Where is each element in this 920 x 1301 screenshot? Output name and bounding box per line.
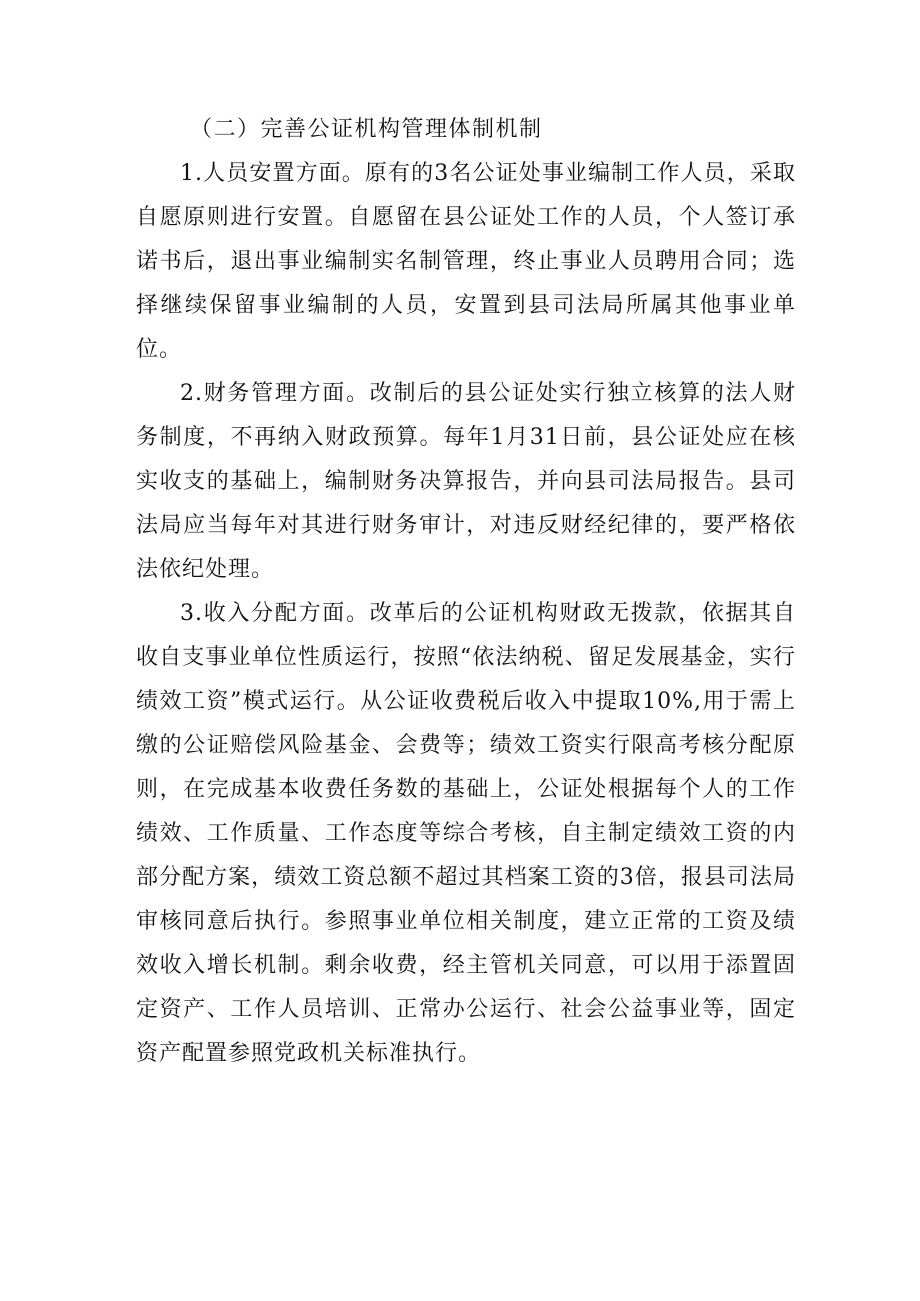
document-page bbox=[136, 108, 796, 1076]
section-heading: （二）完善公证机构管理体制机制 bbox=[190, 117, 543, 142]
paragraph-personnel-placement: 1.人员安置方面。原有的3名公证处事业编制工作人员，采取自愿原则进行安置。自愿留在县公证处工作的人员，个人签订承诺书后，退出事业编制实名制管理，终止事业人员聘用合同；选择继续保留事业编制的人员，安置到县司法局所属其他事业单位。 bbox=[136, 161, 796, 362]
paragraph-financial-management: 2.财务管理方面。改制后的县公证处实行独立核算的法人财务制度，不再纳入财政预算。每年1月31日前，县公证处应在核实收支的基础上，编制财务决算报告，并向县司法局报告。县司法局应当每年对其进行财务审计，对违反财经纪律的，要严格依法依纪处理。 bbox=[136, 381, 796, 582]
paragraph-income-distribution: 3.收入分配方面。改革后的公证机构财政无拨款，依据其自收自支事业单位性质运行，按照“依法纳税、留足发展基金，实行绩效工资”模式运行。从公证收费税后收入中提取10%,用于需上缴的公证赔偿风险基金、会费等；绩效工资实行限高考核分配原则，在完成基本收费任务数的基础上，公证处根据每个人的工作绩效、工作质量、工作态度等综合考核，自主制定绩效工资的内部分配方案，绩效工资总额不超过其档案工资的3倍，报县司法局审核同意后执行。参照事业单位相关制度，建立正常的工资及绩效收入增长机制。剩余收费，经主管机关同意，可以用于添置固定资产、工作人员培训、正常办公运行、社会公益事业等，固定资产配置参照党政机关标准执行。 bbox=[136, 601, 796, 1066]
